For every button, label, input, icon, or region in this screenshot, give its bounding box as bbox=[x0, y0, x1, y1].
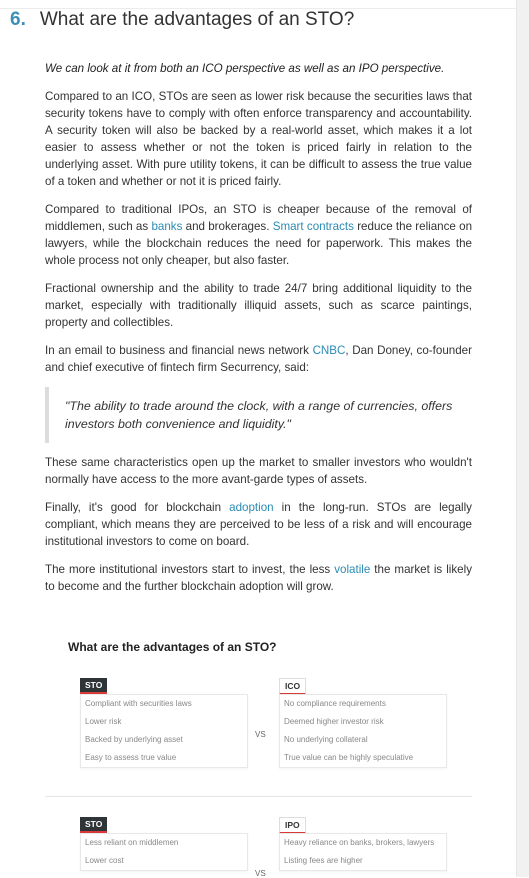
text-span: The more institutional investors start to invest, the less bbox=[45, 563, 335, 576]
sto-feature: Lower cost bbox=[85, 856, 124, 865]
paragraph-cnbc bbox=[45, 342, 472, 376]
section-title: What are the advantages of an STO? bbox=[39, 9, 355, 30]
text-span: the market is likely to become and the further blockchain adoption will grow. bbox=[45, 563, 472, 593]
link-banks[interactable]: banks bbox=[151, 220, 183, 233]
article-body bbox=[45, 60, 472, 606]
paragraph-ipo-comparison bbox=[45, 201, 472, 269]
vs-label: VS bbox=[255, 869, 266, 878]
link-smart-contracts[interactable]: Smart contracts bbox=[272, 220, 354, 233]
paragraph-adoption bbox=[45, 499, 472, 550]
blockquote: "The ability to trade around the clock, with a range of currencies, offers investors both convenience and liquidity." bbox=[45, 387, 472, 443]
text-span: and brokerages. bbox=[182, 220, 273, 233]
scrollbar-track[interactable] bbox=[516, 0, 529, 877]
ico-feature: True value can be highly speculative bbox=[284, 753, 414, 762]
ico-tag: ICO bbox=[279, 678, 306, 695]
sto-tag: STO bbox=[80, 678, 107, 694]
paragraph-fractional-ownership: Fractional ownership and the ability to trade 24/7 bring additional liquidity to the market, especially with traditionally illiquid assets, such as scarce paintings, property and collectibles. bbox=[45, 282, 472, 329]
ico-feature: Deemed higher investor risk bbox=[284, 717, 384, 726]
section-heading bbox=[10, 9, 354, 31]
intro-paragraph: We can look at it from both an ICO perspective as well as an IPO perspective. bbox=[45, 62, 445, 75]
infographic-divider bbox=[45, 796, 472, 797]
sto-feature: Backed by underlying asset bbox=[85, 735, 183, 744]
ico-feature: No compliance requirements bbox=[284, 699, 386, 708]
link-adoption[interactable]: adoption bbox=[229, 501, 274, 514]
sto-feature: Compliant with securities laws bbox=[85, 699, 192, 708]
sto-features-box bbox=[80, 833, 248, 871]
text-span: in the long-run. STOs are legally compliant, which means they are perceived to be less of a risk and will encourage institutional investors to come on board. bbox=[45, 501, 472, 548]
paragraph-volatility bbox=[45, 561, 472, 595]
sto-feature: Lower risk bbox=[85, 717, 122, 726]
sto-features-box bbox=[80, 694, 248, 768]
ipo-feature: Heavy reliance on banks, brokers, lawyers bbox=[284, 838, 435, 847]
sto-advantages-infographic bbox=[45, 630, 472, 877]
ipo-feature: Listing fees are higher bbox=[284, 856, 363, 865]
sto-tag: STO bbox=[80, 817, 107, 833]
link-volatile[interactable]: volatile bbox=[334, 563, 371, 576]
paragraph-smaller-investors: These same characteristics open up the market to smaller investors who wouldn't normally have access to the more avant-garde types of assets. bbox=[45, 456, 472, 486]
section-number: 6. bbox=[10, 9, 26, 30]
sto-feature: Easy to assess true value bbox=[85, 753, 177, 762]
text-span: Finally, it's good for blockchain bbox=[45, 501, 230, 514]
vs-label: VS bbox=[255, 730, 266, 739]
text-span: , Dan Doney, co-founder and chief executive of fintech firm Securrency, said: bbox=[45, 344, 472, 374]
ico-features-box bbox=[279, 694, 447, 768]
ico-feature: No underlying collateral bbox=[284, 735, 368, 744]
paragraph-ico-comparison: Compared to an ICO, STOs are seen as lower risk because the securities laws that security tokens have to comply with often enforce transparency and accountability. A security token will also be backed by a real-world asset, which makes it a lot easier to assess whether or not the token is priced fairly in relation to the underlying asset. With pure utility tokens, it can be difficult to assess the true value of a token and whether or not it is priced fairly. bbox=[45, 90, 472, 188]
text-span: In an email to business and financial news network bbox=[45, 344, 313, 357]
sto-feature: Less reliant on middlemen bbox=[85, 838, 179, 847]
link-cnbc[interactable]: CNBC bbox=[312, 344, 346, 357]
ipo-features-box bbox=[279, 833, 447, 871]
text-span: Compared to traditional IPOs, an STO is cheaper because of the removal of middlemen, such as bbox=[45, 203, 472, 233]
ipo-tag: IPO bbox=[279, 817, 306, 834]
infographic-title: What are the advantages of an STO? bbox=[68, 640, 277, 654]
text-span: reduce the reliance on lawyers, while the blockchain reduces the need for paperwork. This makes the whole process not only cheaper, but also faster. bbox=[45, 220, 473, 267]
